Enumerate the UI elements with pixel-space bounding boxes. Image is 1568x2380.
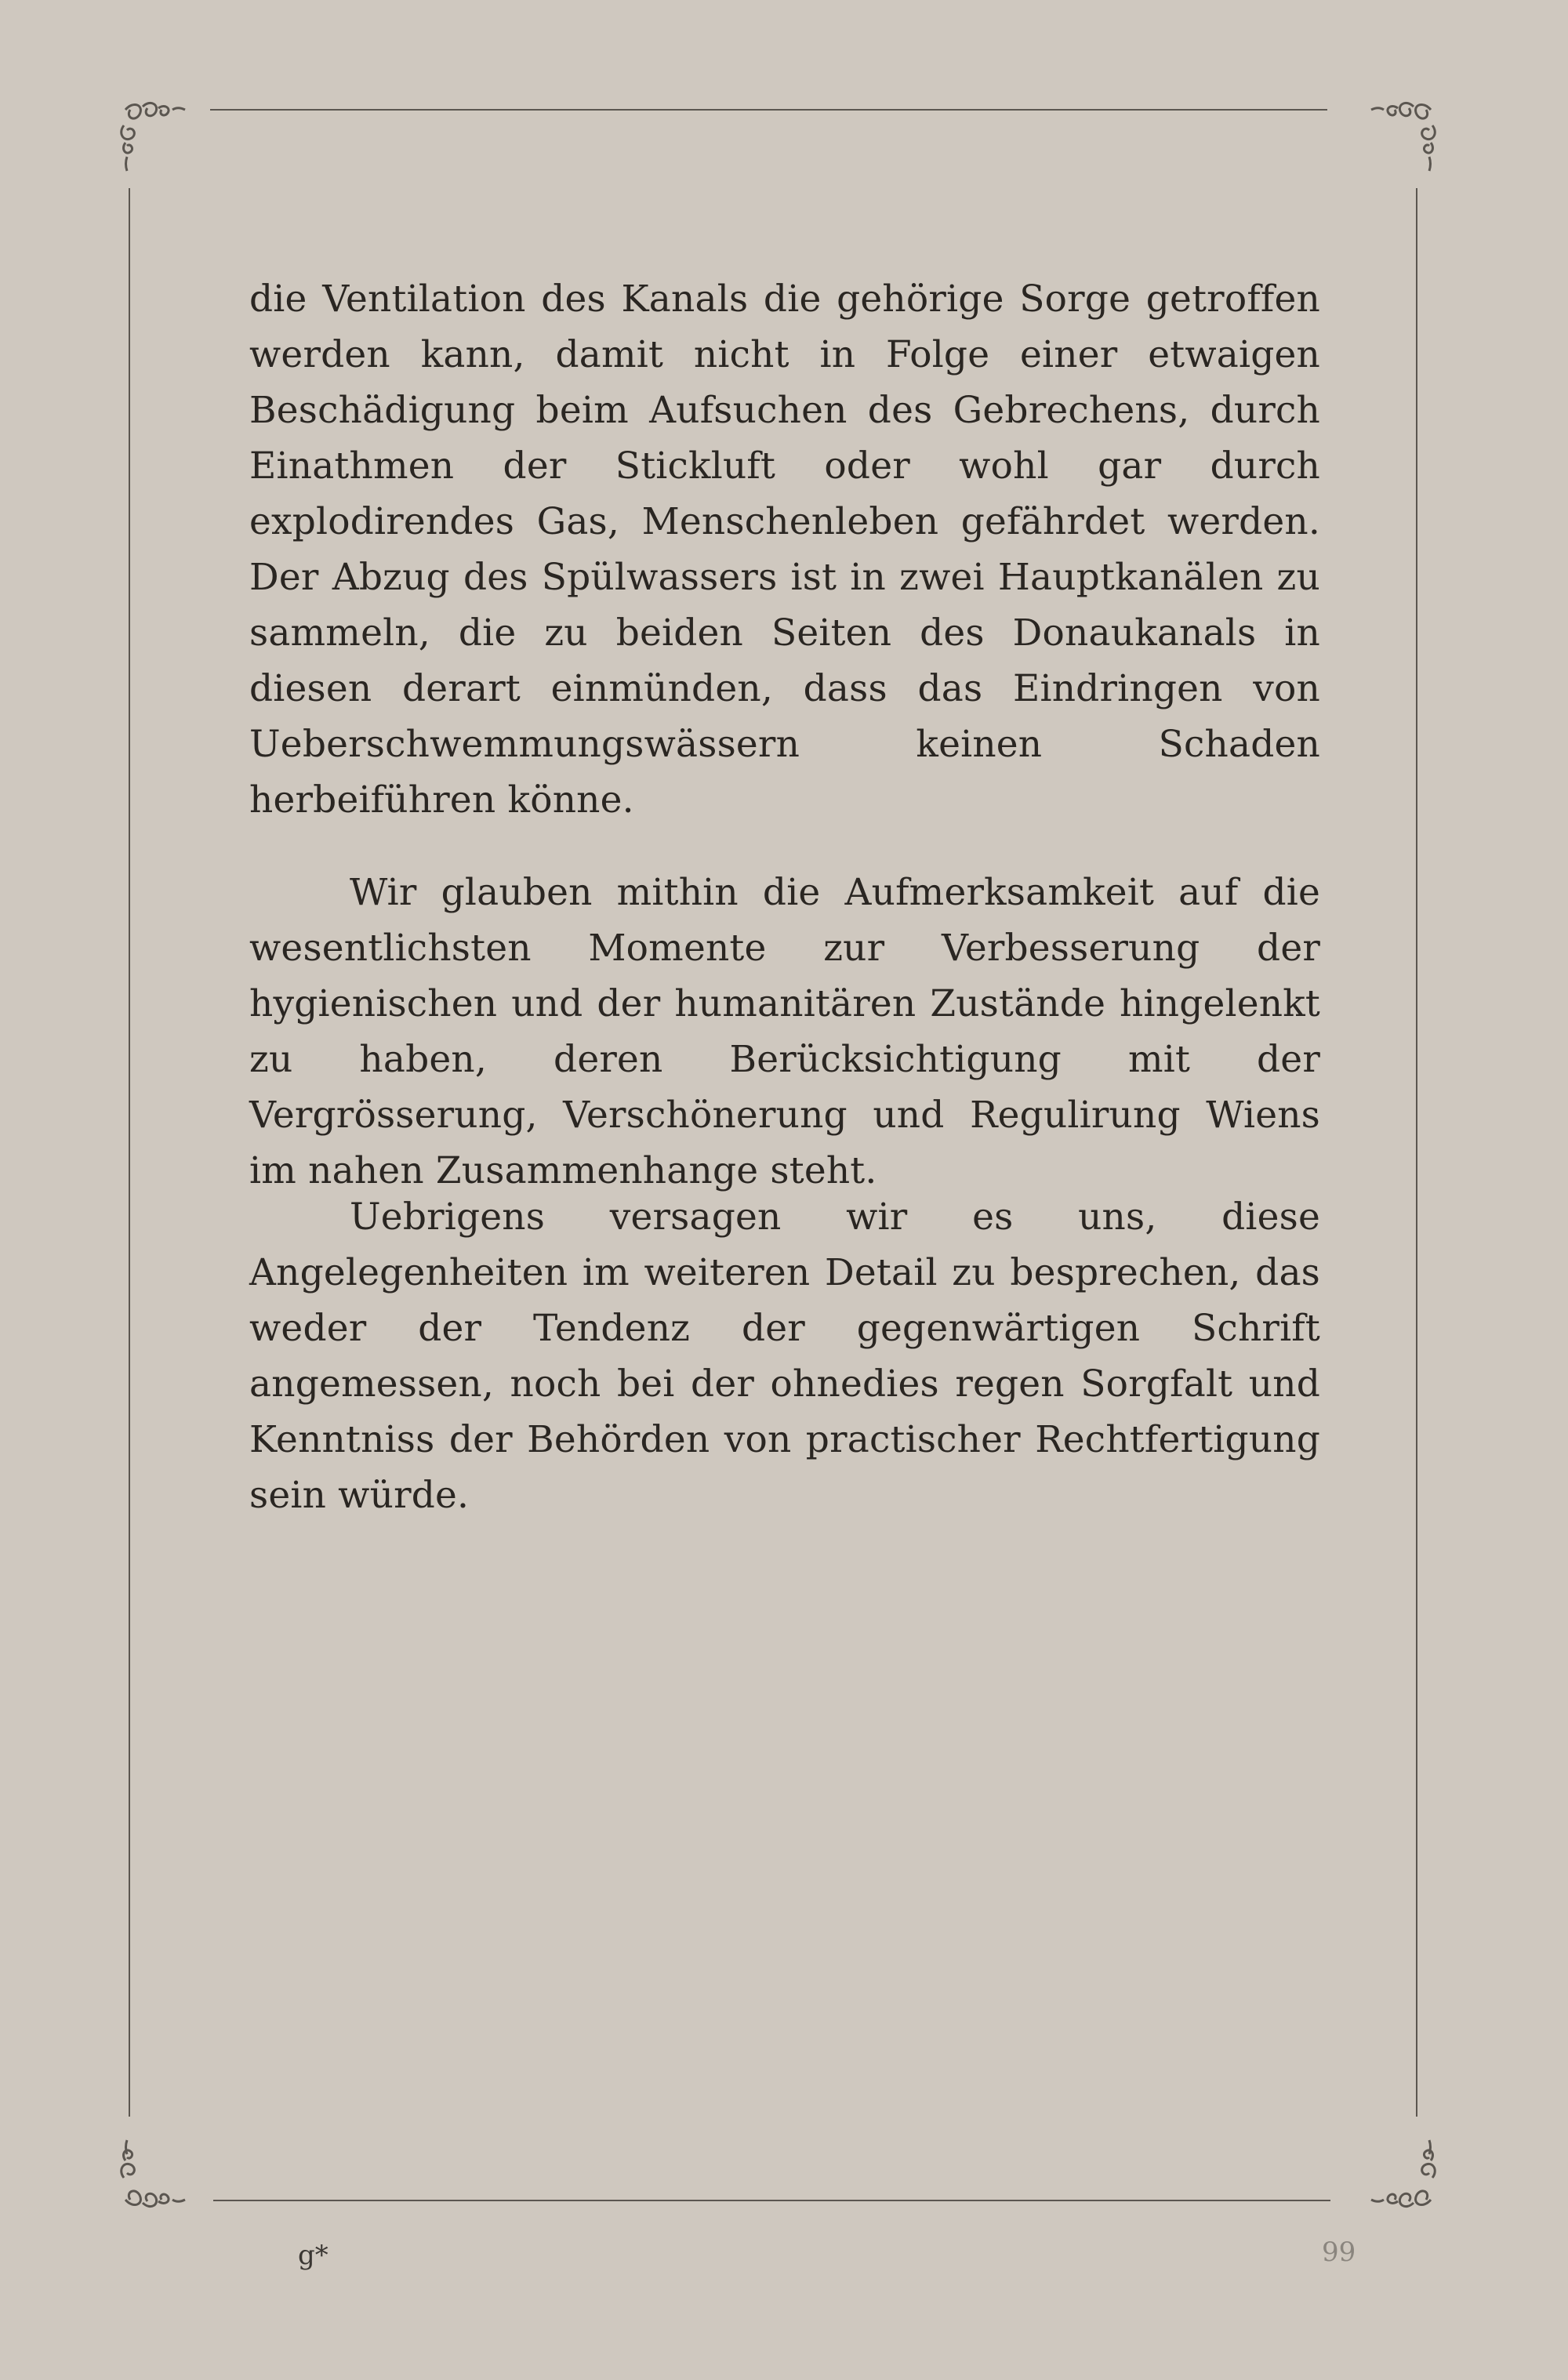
body-paragraph-1: die Ventilation des Kanals die gehörige Sorge getroffen werden kann, damit nicht in Folge einer etwaigen Beschädigung beim Aufsuchen des Gebrechens, durch Einathmen der Stickluft oder wohl gar durch explodirendes Gas, Menschenleben gefährdet werden. Der Abzug des Spülwassers ist in zwei Hauptkanälen zu sammeln, die zu beiden Seiten des Donaukanals in diesen derart einmünden, dass das Eindringen von Ueberschwemmungswässern keinen Schaden herbeiführen könne. <box>249 278 1320 822</box>
body-paragraph-2: Wir glauben mithin die Aufmerksamkeit auf die wesentlichsten Momente zur Verbesserung der hygienischen und der humanitären Zustände hingelenkt zu haben, deren Berücksichtigung mit der Vergrösserung, Verschönerung und Regulirung Wiens im nahen Zusammenhange steht. <box>249 871 1320 1192</box>
frame-top-rule <box>210 109 1327 111</box>
frame-right-rule <box>1416 188 1417 2117</box>
signature-mark: g* <box>298 2240 328 2271</box>
body-paragraph-3: Uebrigens versagen wir es uns, diese Angelegenheiten im weiteren Detail zu besprechen, das weder der Tendenz der gegenwärtigen Schrift angemessen, noch bei der ohnedies regen Sorgfalt und Kenntniss der Behörden von practischer Rechtfertigung sein würde. <box>249 1195 1320 1517</box>
frame-bottom-rule <box>213 2200 1330 2201</box>
frame-left-rule <box>129 188 130 2117</box>
corner-ornament-top-left <box>110 94 212 180</box>
page-number: 99 <box>1322 2237 1356 2268</box>
corner-ornament-bottom-right <box>1345 2132 1446 2219</box>
corner-ornament-bottom-left <box>110 2132 212 2219</box>
corner-ornament-top-right <box>1345 94 1446 180</box>
